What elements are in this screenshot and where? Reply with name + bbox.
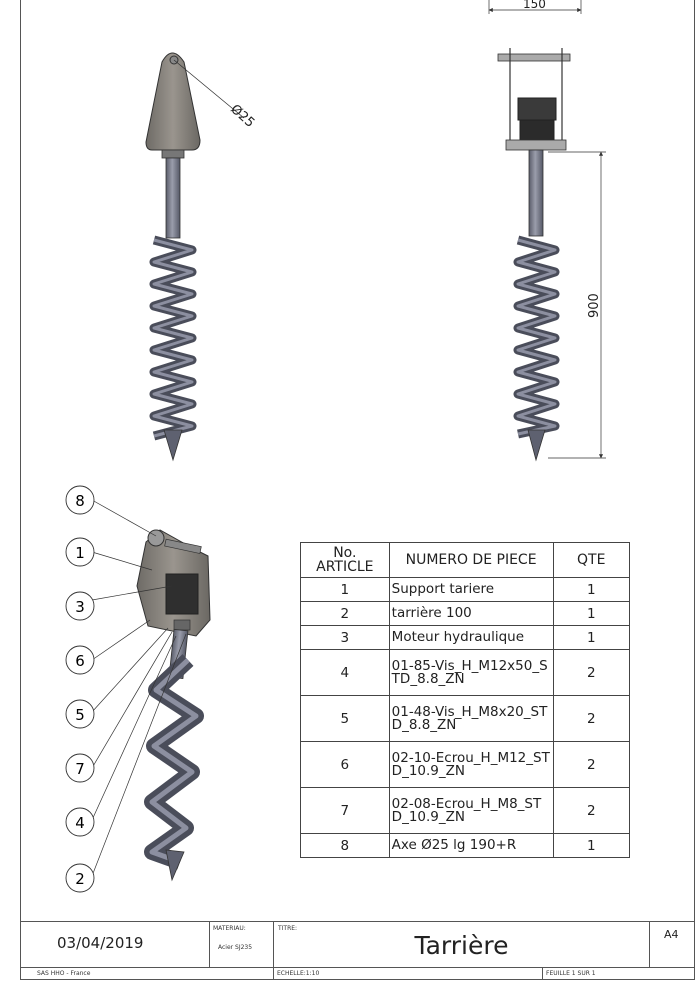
- svg-text:2: 2: [75, 870, 85, 888]
- bom-article: 3: [301, 626, 390, 650]
- bom-article: 2: [301, 602, 390, 626]
- bom-part-number: Moteur hydraulique: [389, 626, 553, 650]
- bom-qty: 2: [553, 650, 630, 696]
- bom-table: [300, 542, 630, 858]
- bom-qty: 1: [553, 626, 630, 650]
- balloon-8: [66, 486, 94, 514]
- bom-qty: 1: [553, 834, 630, 858]
- svg-text:5: 5: [75, 706, 85, 724]
- bom-article: 8: [301, 834, 390, 858]
- bom-article: 7: [301, 788, 390, 834]
- svg-text:8: 8: [75, 492, 85, 510]
- bom-part-number: 02-08-Ecrou_H_M8_STD_10.9_ZN: [389, 788, 553, 834]
- svg-text:4: 4: [75, 814, 85, 832]
- sheet-cell: [542, 967, 695, 980]
- bom-part-number: Axe Ø25 lg 190+R: [389, 834, 553, 858]
- bom-part-number: Support tariere: [389, 578, 553, 602]
- bom-header-qty: QTE: [553, 543, 630, 578]
- bom-header-article: No. ARTICLE: [301, 543, 390, 578]
- title-label: TITRE:: [278, 925, 298, 932]
- balloon-6: [66, 646, 94, 674]
- balloon-7: [66, 754, 94, 782]
- company-name: SAS HHO - France: [37, 970, 91, 977]
- format-cell: [649, 921, 695, 968]
- bom-row: [301, 788, 630, 834]
- bom-row: [301, 578, 630, 602]
- svg-text:3: 3: [75, 598, 85, 616]
- drawing-title: Tarrière: [414, 931, 509, 960]
- front-view: [146, 53, 257, 460]
- balloon-5: [66, 700, 94, 728]
- material-cell: [209, 921, 274, 968]
- date-cell: [20, 921, 210, 968]
- sheet-format: A4: [664, 928, 679, 941]
- bom-qty: 2: [553, 696, 630, 742]
- bom-row: [301, 626, 630, 650]
- bom-article: 6: [301, 742, 390, 788]
- bom-part-number: 02-10-Ecrou_H_M12_STD_10.9_ZN: [389, 742, 553, 788]
- material-value: Acier SJ235: [218, 944, 253, 951]
- bom-qty: 1: [553, 578, 630, 602]
- title-cell: [273, 921, 650, 968]
- bom-row: [301, 696, 630, 742]
- drawing-scale: ECHELLE:1:10: [277, 970, 320, 977]
- balloon-1: [66, 538, 94, 566]
- bom-qty: 2: [553, 742, 630, 788]
- material-label: MATERIAU:: [213, 925, 246, 932]
- bom-row: [301, 834, 630, 858]
- svg-text:7: 7: [75, 760, 85, 778]
- bom-row: [301, 650, 630, 696]
- diameter-dimension: Ø25: [227, 101, 258, 131]
- sheet-number: FEUILLE 1 SUR 1: [546, 970, 596, 977]
- bom-qty: 1: [553, 602, 630, 626]
- bom-part-number: 01-85-Vis_H_M12x50_STD_8.8_ZN: [389, 650, 553, 696]
- bom-row: [301, 742, 630, 788]
- bom-article: 4: [301, 650, 390, 696]
- bom-qty: 2: [553, 788, 630, 834]
- balloon-3: [66, 592, 94, 620]
- drawing-date: 03/04/2019: [57, 934, 144, 952]
- svg-text:6: 6: [75, 652, 85, 670]
- length-dimension: 900: [587, 293, 602, 318]
- side-view: [489, 0, 606, 460]
- isometric-view: [137, 530, 210, 880]
- width-dimension: 150: [523, 0, 546, 11]
- bom-header-row: [301, 543, 630, 578]
- bom-part-number: tarrière 100: [389, 602, 553, 626]
- bom-article: 1: [301, 578, 390, 602]
- svg-text:1: 1: [75, 544, 85, 562]
- bom-row: [301, 602, 630, 626]
- bom-header-part-number: NUMERO DE PIECE: [389, 543, 553, 578]
- front-auger-flights: [154, 240, 192, 436]
- balloon-4: [66, 808, 94, 836]
- company-cell: [20, 967, 274, 980]
- bom-part-number: 01-48-Vis_H_M8x20_STD_8.8_ZN: [389, 696, 553, 742]
- scale-cell: [273, 967, 543, 980]
- bom-article: 5: [301, 696, 390, 742]
- balloon-2: [66, 864, 94, 892]
